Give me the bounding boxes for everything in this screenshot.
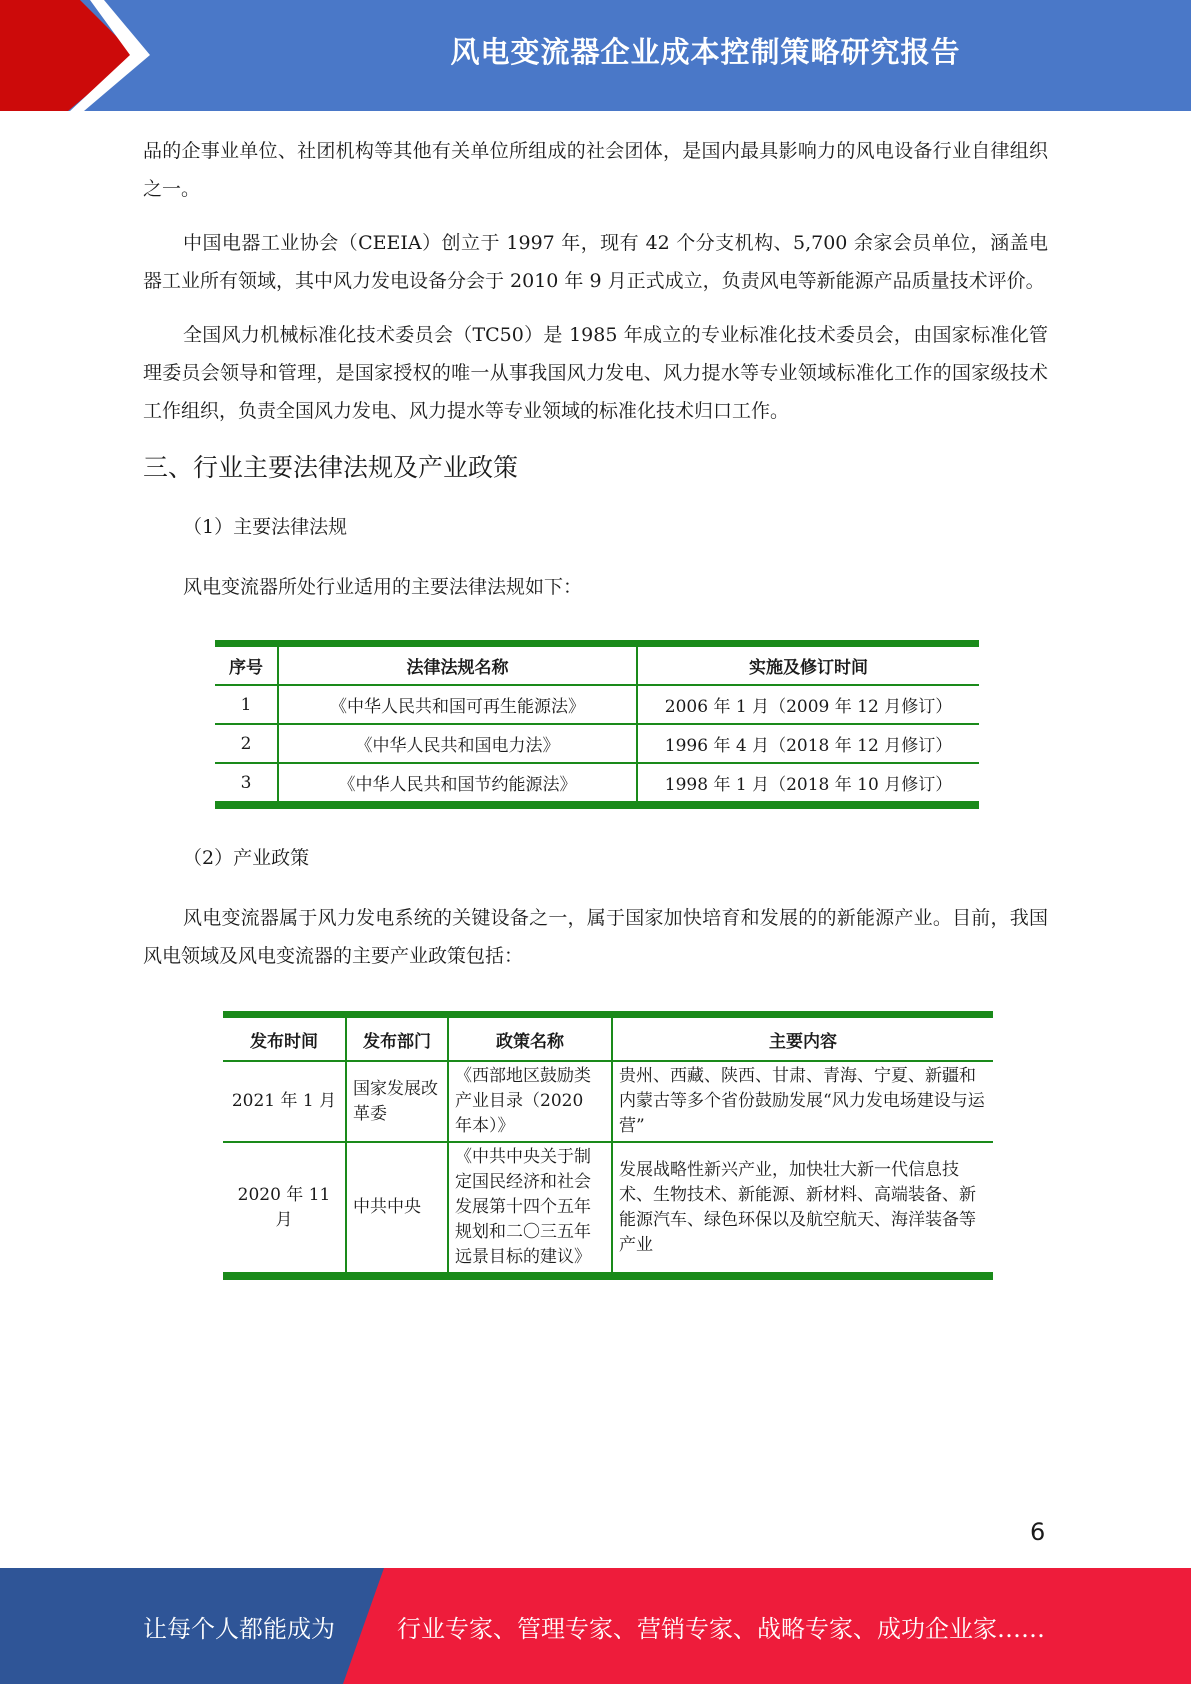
table-cell: 1 <box>240 694 252 715</box>
subheading-laws: （1）主要法律法规 <box>183 516 348 538</box>
table-header: 发布时间 <box>250 1031 318 1052</box>
policies-intro: 风电变流器属于风力发电系统的关键设备之一，属于国家加快培育和发展的的新能源产业。目前，我国风电领域及风电变流器的主要产业政策包括： <box>143 907 1048 967</box>
table-cell: 中共中央 <box>346 1142 448 1276</box>
table-cell: 2020 年 11 月 <box>237 1184 331 1230</box>
policy-table <box>223 1011 993 1280</box>
paragraph-tc50: 全国风力机械标准化技术委员会（TC50）是 1985 年成立的专业标准化技术委员会，由国家标准化管理委员会领导和管理，是国家授权的唯一从事我国风力发电、风力提水等专业领域标准化工作的国家级技术工作组织，负责全国风力发电、风力提水等专业领域的标准化技术归口工作。 <box>143 324 1048 422</box>
table-header: 发布部门 <box>346 1015 448 1062</box>
table-cell: 3 <box>240 772 252 793</box>
paragraph-association-cont: 品的企事业单位、社团机构等其他有关单位所组成的社会团体，是国内最具影响力的风电设备行业自律组织之一。 <box>143 140 1048 200</box>
table-row <box>215 724 979 763</box>
page-header <box>0 0 1191 111</box>
table-row <box>215 685 979 724</box>
table-header: 序号 <box>229 658 263 678</box>
table-row <box>223 1061 993 1142</box>
table-header: 政策名称 <box>448 1015 612 1062</box>
table-cell: 1996 年 4 月（2018 年 12 月修订） <box>637 724 979 763</box>
paragraph-ceeia: 中国电器工业协会（CEEIA）创立于 1997 年，现有 42 个分支机构、5,700 余家会员单位，涵盖电器工业所有领域，其中风力发电设备分会于 2010 年 9 月正式成立，负责风电等新能源产品质量技术评价。 <box>143 232 1048 292</box>
table-cell: 《中华人民共和国可再生能源法》 <box>278 685 637 724</box>
laws-intro: 风电变流器所处行业适用的主要法律法规如下： <box>183 576 583 598</box>
laws-table <box>215 640 979 809</box>
subheading-policies: （2）产业政策 <box>183 847 310 869</box>
table-header: 实施及修订时间 <box>637 644 979 686</box>
page-number: 6 <box>1030 1518 1046 1546</box>
table-cell: 2 <box>240 733 252 754</box>
page-footer <box>0 1568 1191 1684</box>
table-row <box>215 763 979 805</box>
table-cell: 《中共中央关于制定国民经济和社会发展第十四个五年规划和二〇三五年远景目标的建议》 <box>448 1142 612 1276</box>
table-cell: 1998 年 1 月（2018 年 10 月修订） <box>637 763 979 805</box>
table-cell: 2006 年 1 月（2009 年 12 月修订） <box>637 685 979 724</box>
document-body <box>143 132 1048 1280</box>
table-header: 法律法规名称 <box>278 644 637 686</box>
footer-slogan-left: 让每个人都能成为 <box>143 1614 335 1643</box>
header-title: 风电变流器企业成本控制策略研究报告 <box>450 34 961 69</box>
table-header: 主要内容 <box>612 1015 993 1062</box>
section-heading: 三、行业主要法律法规及产业政策 <box>143 453 519 482</box>
table-cell: 《中华人民共和国节约能源法》 <box>278 763 637 805</box>
table-cell: 《西部地区鼓励类产业目录（2020 年本）》 <box>448 1061 612 1142</box>
table-cell: 贵州、西藏、陕西、甘肃、青海、宁夏、新疆和内蒙古等多个省份鼓励发展“风力发电场建设与运营” <box>612 1061 993 1142</box>
table-row <box>223 1142 993 1276</box>
footer-slogan-right: 行业专家、管理专家、营销专家、战略专家、成功企业家…… <box>397 1614 1045 1643</box>
table-cell: 发展战略性新兴产业，加快壮大新一代信息技术、生物技术、新能源、新材料、高端装备、新能源汽车、绿色环保以及航空航天、海洋装备等产业 <box>612 1142 993 1276</box>
table-cell: 《中华人民共和国电力法》 <box>278 724 637 763</box>
table-cell: 2021 年 1 月 <box>231 1091 337 1111</box>
table-cell: 国家发展改革委 <box>346 1061 448 1142</box>
